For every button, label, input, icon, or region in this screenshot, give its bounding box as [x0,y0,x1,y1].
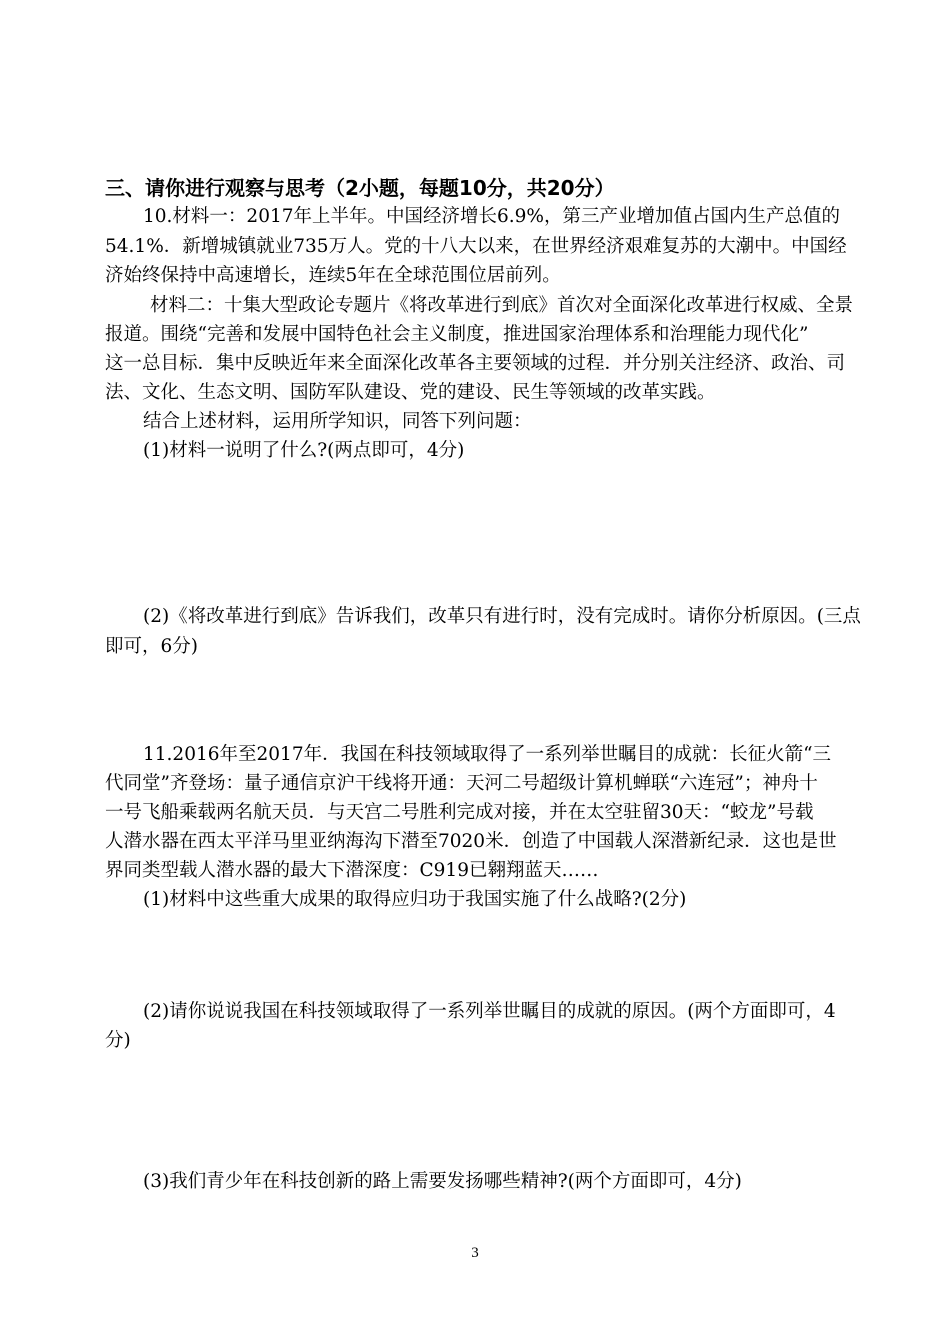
q10-material1-line: 济始终保持中高速增长，连续5年在全球范围位居前列。 [105,265,561,286]
q11-material-line: 一号飞船乘载两名航天员．与天宫二号胜利完成对接，并在太空驻留30天：“蛟龙”号载 [105,802,814,823]
q10-prompt: 结合上述材料，运用所学知识，同答下列问题： [143,411,532,432]
q11-question-3: (3)我们青少年在科技创新的路上需要发扬哪些精神?(两个方面即可，4分) [143,1171,742,1192]
q11-question-2-cont: 分) [105,1030,131,1051]
q11-material-line: 代同堂”齐登场：量子通信京沪干线将开通：天河二号超级计算机蝉联“六连冠”；神舟十 [105,773,818,794]
q10-material1-line: 10.材料一：2017年上半年。中国经济增长6.9%，第三产业增加值占国内生产总值的 [143,206,841,227]
q11-material-line: 人潜水器在西太平洋马里亚纳海沟下潜至7020米．创造了中国载人深潜新纪录．这也是世 [105,831,837,852]
q11-material-line: 界同类型载人潜水器的最大下潜深度：C919已翱翔蓝天…… [105,860,599,881]
q10-question-2: (2)《将改革进行到底》告诉我们，改革只有进行时，没有完成时。请你分析原因。(三点 [143,606,861,627]
section-title: 三、请你进行观察与思考（2小题，每题10分，共20分） [105,176,615,200]
q11-material-line: 11.2016年至2017年．我国在科技领域取得了一系列举世瞩目的成就：长征火箭“三 [143,744,832,765]
q11-question-1: (1)材料中这些重大成果的取得应归功于我国实施了什么战略?(2分) [143,889,687,910]
q10-material1-line: 54.1%．新增城镇就业735万人。党的十八大以来，在世界经济艰难复苏的大潮中。中国经 [105,236,847,257]
q10-material2-line: 报道。围绕“完善和发展中国特色社会主义制度，推进国家治理体系和治理能力现代化” [105,324,809,345]
q10-material2-line: 法、文化、生态文明、国防军队建设、党的建设、民生等领域的改革实践。 [105,382,716,403]
q10-material2-line: 材料二：十集大型政论专题片《将改革进行到底》首次对全面深化改革进行权威、全景 [150,295,854,316]
q10-question-2-cont: 即可，6分) [105,636,198,657]
q10-question-1: (1)材料一说明了什么?(两点即可，4分) [143,440,465,461]
page-number: 3 [471,1245,479,1261]
q10-material2-line: 这一总目标．集中反映近年来全面深化改革各主要领域的过程．并分别关注经济、政治、司 [105,353,846,374]
q11-question-2: (2)请你说说我国在科技领域取得了一系列举世瞩目的成就的原因。(两个方面即可，4 [143,1001,836,1022]
